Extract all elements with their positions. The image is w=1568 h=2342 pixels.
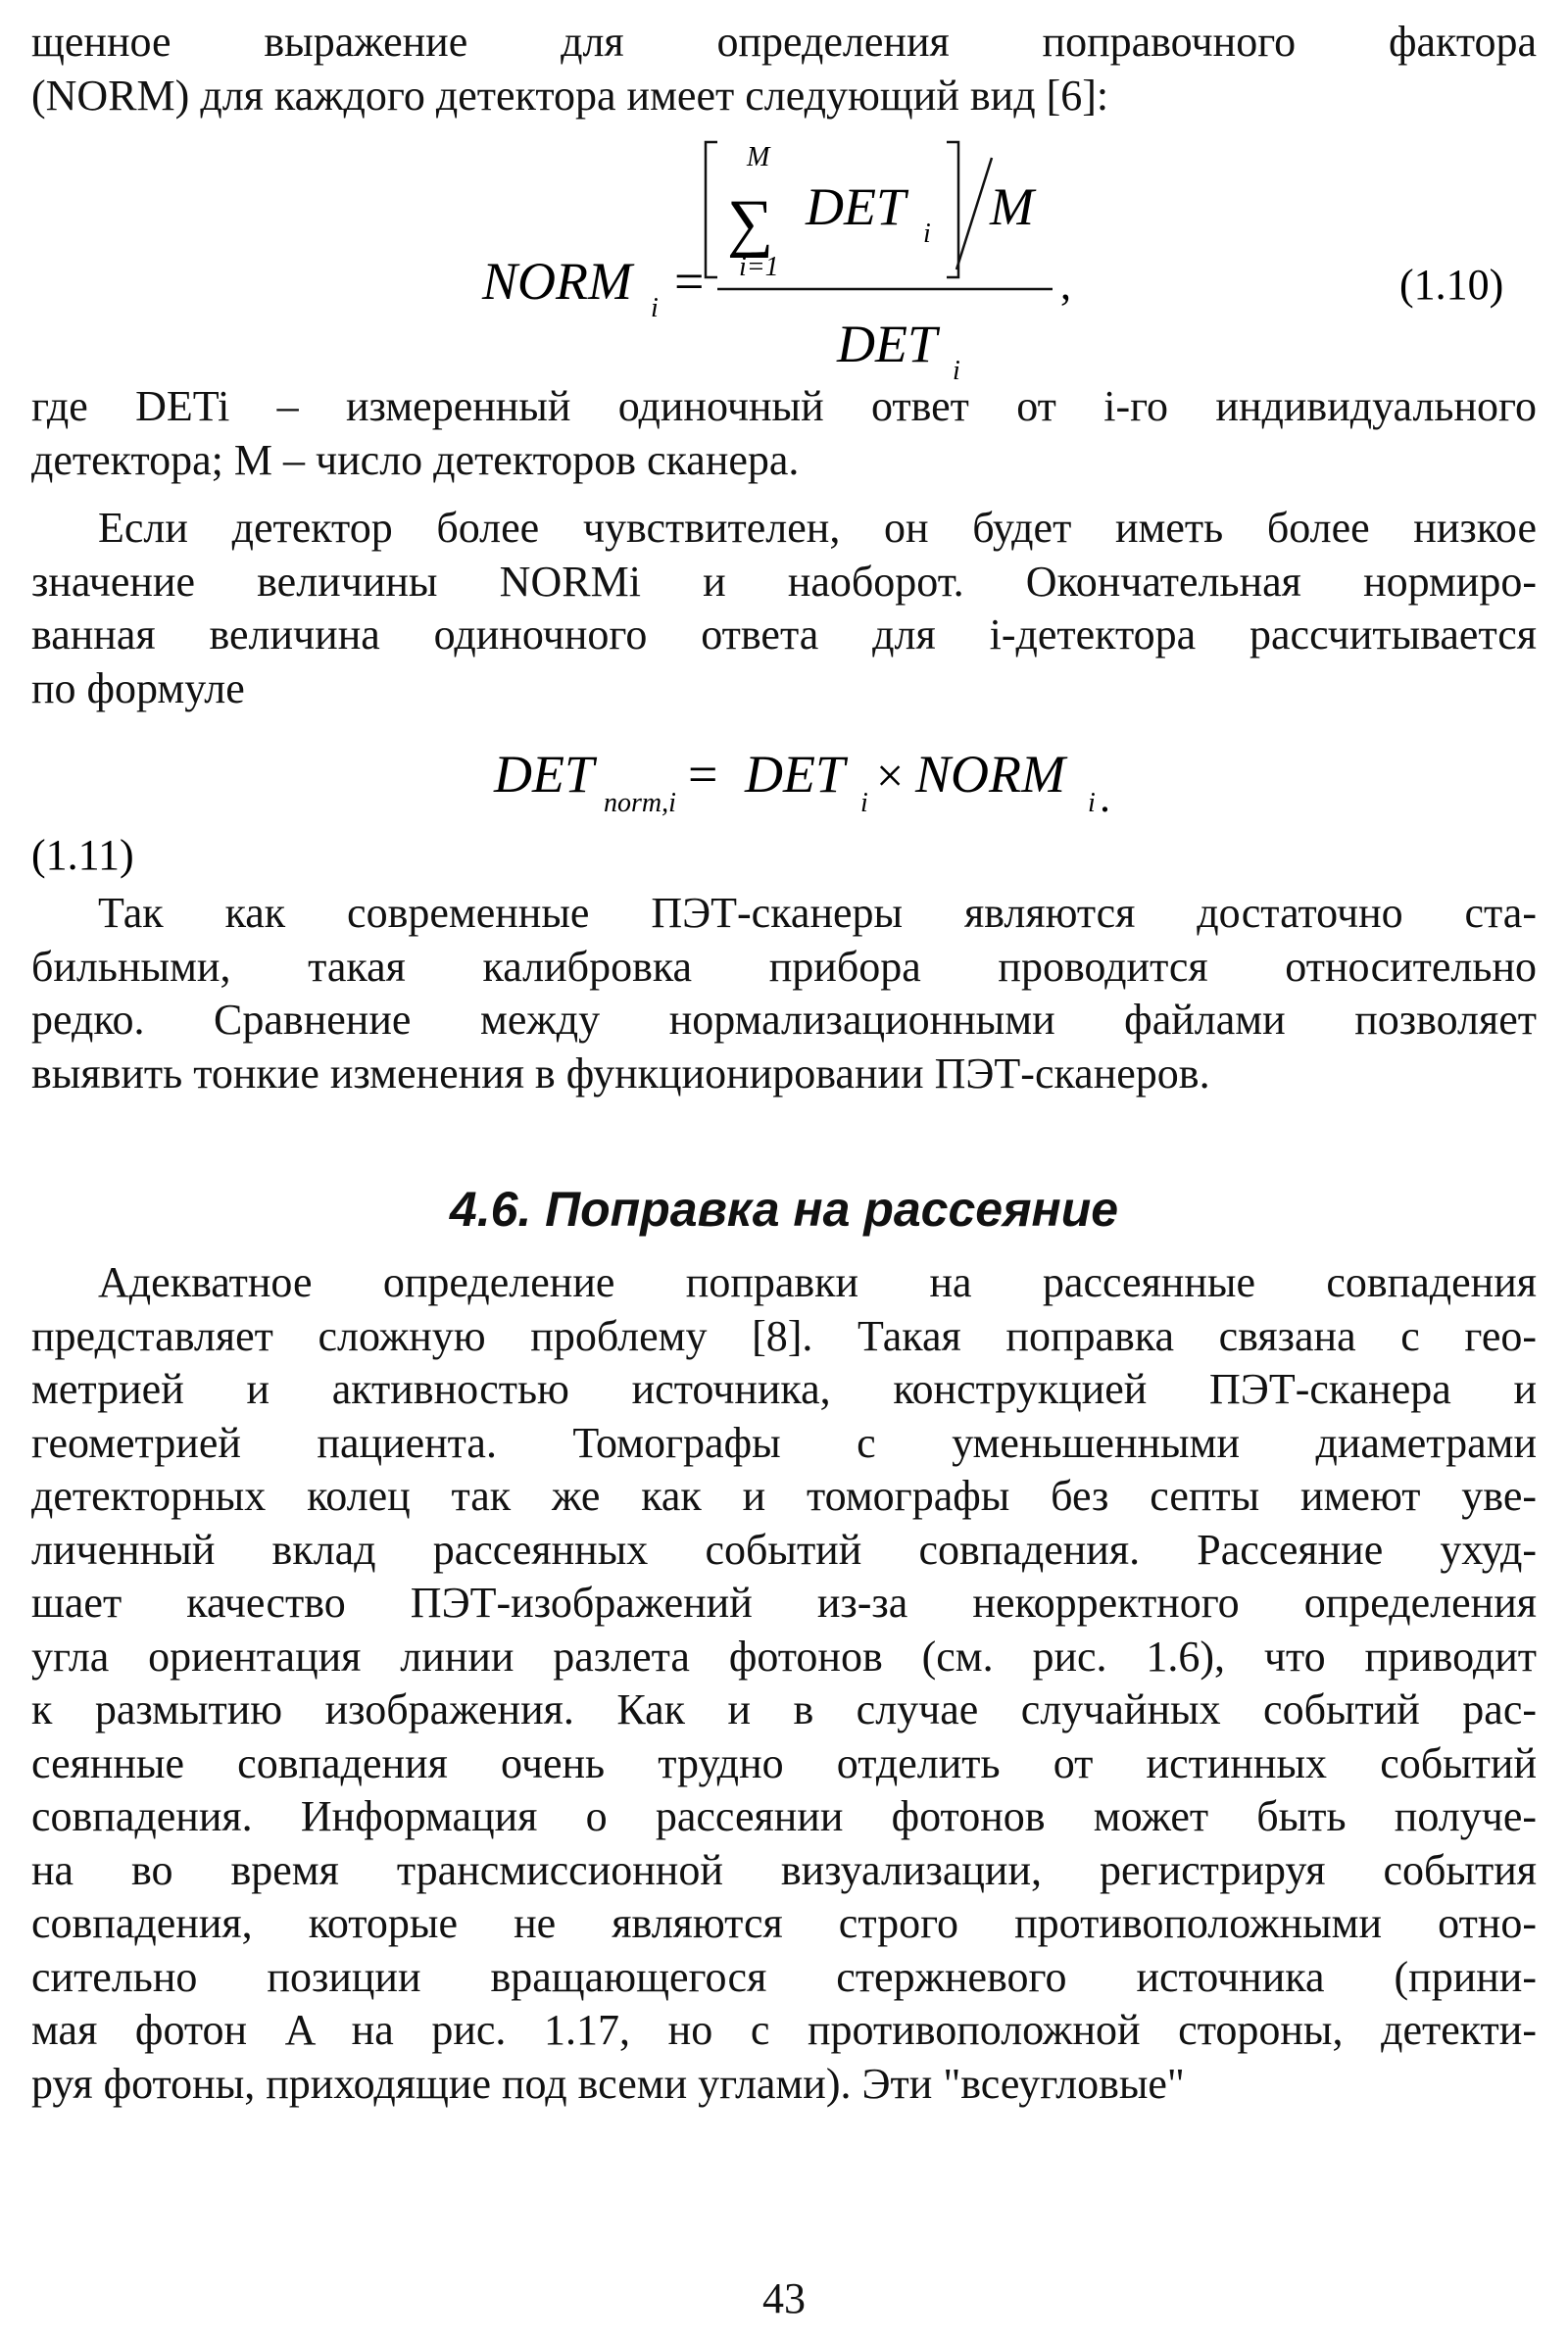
times-sign: × — [876, 748, 905, 803]
det-norm: DET — [494, 745, 595, 804]
text-line: совпадения, которые не являются строго противоположными отно- — [31, 1899, 1537, 1947]
sum-upper-limit: M — [747, 142, 770, 172]
det-numerator-sub: i — [923, 219, 931, 249]
norm-lhs-sub: i — [651, 293, 659, 323]
det-rhs: DET — [745, 745, 846, 804]
text-line: выявить тонкие изменения в функционировании ПЭТ-сканеров. — [31, 1049, 1210, 1098]
period: . — [1100, 773, 1110, 821]
text-line: руя фотоны, приходящие под всеми углами). Эти "всеугловые" — [31, 2059, 1185, 2108]
text-line: угла ориентация линии разлета фотонов (см. рис. 1.6), что приводит — [31, 1632, 1537, 1681]
text-line: (NORM) для каждого детектора имеет следующий вид [6]: — [31, 71, 1109, 120]
det-denominator: DET — [837, 315, 938, 373]
text-line: совпадения. Информация о рассеянии фотонов может быть получе- — [31, 1792, 1537, 1840]
text-line: ванная величина одиночного ответа для i-детектора рассчитывается — [31, 610, 1537, 659]
det-numerator: DET — [806, 177, 906, 236]
text-line: детекторных колец так же как и томографы без септы имеют уве- — [31, 1472, 1537, 1520]
equation-number: (1.10) — [1399, 261, 1504, 309]
comma: , — [1060, 261, 1071, 309]
text-line: сеянные совпадения очень трудно отделить от истинных событий — [31, 1738, 1537, 1787]
scatter-correction-paragraph — [31, 1256, 1537, 2111]
text-line: по формуле — [31, 663, 245, 712]
intro-paragraph — [31, 16, 1537, 122]
page-number: 43 — [762, 2274, 806, 2322]
text-line: геометрией пациента. Томографы с уменьшенными диаметрами — [31, 1418, 1537, 1467]
text-line: личенный вклад рассеянных событий совпадения. Рассеяние ухуд- — [31, 1525, 1537, 1574]
where-paragraph — [31, 380, 1537, 487]
det-denominator-sub: i — [953, 356, 960, 386]
text-line: детектора; M – число детекторов сканера. — [31, 435, 800, 484]
text-line: представляет сложную проблему [8]. Такая поправка связана с гео- — [31, 1311, 1537, 1360]
det-rhs-sub: i — [860, 788, 868, 818]
equals-sign: = — [674, 252, 705, 311]
text-line: Если детектор более чувствителен, он будет иметь более низкое — [98, 504, 1537, 552]
sensitivity-paragraph — [31, 502, 1537, 715]
calibration-paragraph — [31, 887, 1537, 1100]
text-line: Так как современные ПЭТ-сканеры являются достаточно ста- — [98, 889, 1537, 937]
norm-rhs: NORM — [915, 745, 1065, 804]
det-norm-sub: norm,i — [604, 788, 676, 818]
sum-symbol: ∑ — [727, 187, 774, 259]
equation-1-10 — [31, 122, 1537, 387]
text-line: метрией и активностью источника, конструкцией ПЭТ-сканера и — [31, 1365, 1537, 1413]
equation-1-11 — [31, 733, 1537, 880]
text-line: шает качество ПЭТ-изображений из-за некорректного определения — [31, 1579, 1537, 1627]
text-line: где DETi – измеренный одиночный ответ от i-го индивидуального — [31, 382, 1537, 430]
text-line: щенное выражение для определения поправочного фактора — [31, 18, 1537, 66]
m-divisor: M — [990, 177, 1034, 236]
equals-sign: = — [688, 745, 718, 804]
norm-lhs: NORM — [482, 252, 632, 311]
text-line: Адекватное определение поправки на рассеянные совпадения — [98, 1258, 1537, 1306]
text-line: редко. Сравнение между нормализационными файлами позволяет — [31, 996, 1537, 1044]
text-line: к размытию изображения. Как и в случае случайных событий рас- — [31, 1685, 1537, 1733]
text-line: бильными, такая калибровка прибора проводится относительно — [31, 942, 1537, 991]
text-line: значение величины NORMi и наоборот. Окончательная нормиро- — [31, 557, 1537, 606]
text-line: сительно позиции вращающегося стержневого источника (прини- — [31, 1952, 1537, 2001]
text-line: на во время трансмиссионной визуализации, регистрируя события — [31, 1845, 1537, 1894]
equation-number: (1.11) — [31, 831, 134, 879]
sum-lower-limit: i=1 — [739, 252, 779, 282]
section-heading: 4.6. Поправка на рассеяние — [449, 1182, 1119, 1237]
text-line: мая фотон A на рис. 1.17, но с противоположной стороны, детекти- — [31, 2006, 1537, 2054]
norm-rhs-sub: i — [1088, 788, 1096, 818]
